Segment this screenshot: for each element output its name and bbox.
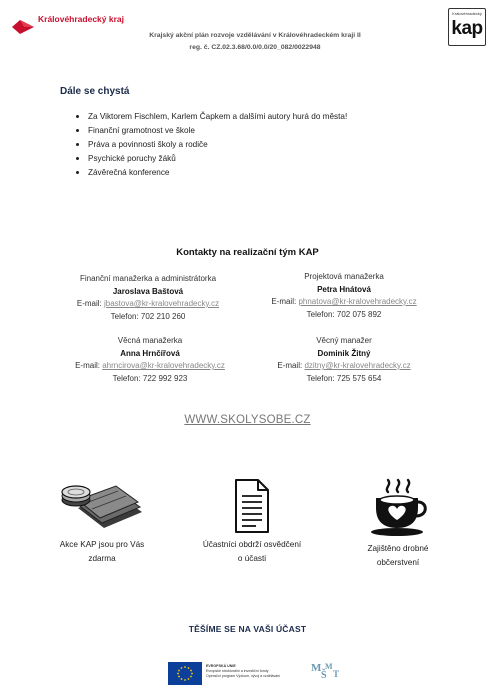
- feature-caption-line: Účastníci obdrží osvědčení: [202, 540, 302, 549]
- feature-caption: [192, 538, 312, 566]
- eu-line: EVROPSKÁ UNIE: [206, 664, 236, 668]
- org-name: Královéhradecký kraj: [38, 14, 124, 24]
- bullet-icon: [76, 157, 79, 160]
- list-item: [76, 166, 347, 180]
- contact-email-row: [244, 296, 444, 309]
- contact-name: Petra Hnátová: [317, 284, 371, 294]
- list-item-text: Za Viktorem Fischlem, Karlem Čapkem a dalšími autory hurá do města!: [88, 112, 348, 121]
- feature-caption-line: o účasti: [237, 554, 267, 563]
- bullet-icon: [76, 171, 79, 174]
- feature-refreshments: [338, 478, 458, 570]
- email-link[interactable]: jbastova@kr-kralovehradecky.cz: [104, 299, 220, 308]
- upcoming-list: [76, 110, 347, 180]
- website-link[interactable]: WWW.SKOLYSOBE.CZ: [184, 414, 311, 426]
- email-label: E-mail:: [76, 299, 104, 308]
- list-item: [76, 110, 347, 124]
- msmt-logo: [305, 660, 345, 688]
- contact-role: Věcný manažer: [316, 336, 372, 345]
- feature-caption-line: Zajištěno drobné: [367, 544, 429, 553]
- feature-caption-line: Akce KAP jsou pro Vás: [59, 540, 145, 549]
- coffee-cup-icon: [366, 478, 430, 538]
- upcoming-title: Dále se chystá: [60, 86, 130, 97]
- contact-email-row: [50, 360, 250, 373]
- document-icon: [232, 478, 272, 534]
- list-item-text: Finanční gramotnost ve škole: [88, 126, 195, 135]
- kraj-emblem-icon: [12, 20, 34, 34]
- list-item: [76, 138, 347, 152]
- contact-name: Anna Hrnčířová: [120, 348, 180, 358]
- email-link[interactable]: phnatova@kr-kralovehradecky.cz: [298, 297, 417, 306]
- contacts-title: Kontakty na realizační tým KAP: [176, 247, 319, 258]
- email-label: E-mail:: [277, 361, 305, 370]
- kap-logo: [448, 8, 486, 46]
- feature-free: [42, 478, 162, 566]
- svg-text:Š: Š: [321, 670, 327, 680]
- eu-line: Operační program Výzkum, vývoj a vzdělávání: [206, 674, 281, 678]
- kap-logo-text: kap: [451, 18, 483, 39]
- kap-logo-subtitle: Královéhradecký: [452, 11, 482, 16]
- project-title: Krajský akční plán rozvoje vzdělávání v Královéhradeckém kraji II: [149, 32, 361, 39]
- svg-text:M: M: [311, 662, 322, 674]
- list-item: [76, 152, 347, 166]
- email-link[interactable]: ahrncirova@kr-kralovehradecky.cz: [102, 361, 225, 370]
- svg-text:M: M: [325, 662, 333, 671]
- list-item-text: Závěrečná konference: [88, 168, 170, 177]
- contact-name: Jaroslava Baštová: [112, 286, 184, 296]
- contact-role: Věcná manažerka: [117, 336, 183, 345]
- bullet-icon: [76, 143, 79, 146]
- money-coins-icon: [56, 478, 148, 534]
- registration-number: reg. č. CZ.02.3.68/0.0/0.0/20_082/0022948: [189, 44, 321, 51]
- contact-phone: Telefon: 702 210 260: [110, 311, 186, 321]
- closing-text: TĚŠÍME SE NA VAŠI ÚČAST: [188, 624, 307, 634]
- eu-funding-logo: [168, 662, 298, 686]
- contact-card: [244, 271, 444, 321]
- feature-caption-line: zdarma: [88, 554, 116, 563]
- msmt-emblem-icon: [305, 660, 345, 680]
- email-link[interactable]: dzitny@kr-kralovehradecky.cz: [304, 361, 411, 370]
- list-item: [76, 124, 347, 138]
- bullet-icon: [76, 115, 79, 118]
- feature-caption: [42, 538, 162, 566]
- contact-email-row: [48, 298, 248, 311]
- contact-phone: Telefon: 702 075 892: [306, 309, 382, 319]
- list-item-text: Práva a povinnosti školy a rodiče: [88, 140, 208, 149]
- feature-caption-line: občerstvení: [376, 558, 420, 567]
- list-item-text: Psychické poruchy žáků: [88, 154, 176, 163]
- bullet-icon: [76, 129, 79, 132]
- contact-card: [244, 335, 444, 385]
- feature-caption: [338, 542, 458, 570]
- contact-role: Projektová manažerka: [304, 272, 384, 281]
- project-header: [110, 30, 400, 54]
- contact-phone: Telefon: 725 575 654: [306, 373, 382, 383]
- contact-card: [48, 273, 248, 323]
- contact-email-row: [244, 360, 444, 373]
- contact-role: Finanční manažerka a administrátorka: [79, 274, 217, 283]
- email-label: E-mail:: [75, 361, 103, 370]
- contact-card: [50, 335, 250, 385]
- contact-name: Dominik Žitný: [317, 348, 371, 358]
- eu-line: Evropské strukturální a investiční fondy: [206, 669, 269, 673]
- email-label: E-mail:: [271, 297, 299, 306]
- svg-text:T: T: [333, 669, 340, 679]
- contact-phone: Telefon: 722 992 923: [112, 373, 188, 383]
- eu-flag-icon: [168, 662, 202, 685]
- feature-certificate: [192, 478, 312, 566]
- eu-text: [206, 664, 280, 679]
